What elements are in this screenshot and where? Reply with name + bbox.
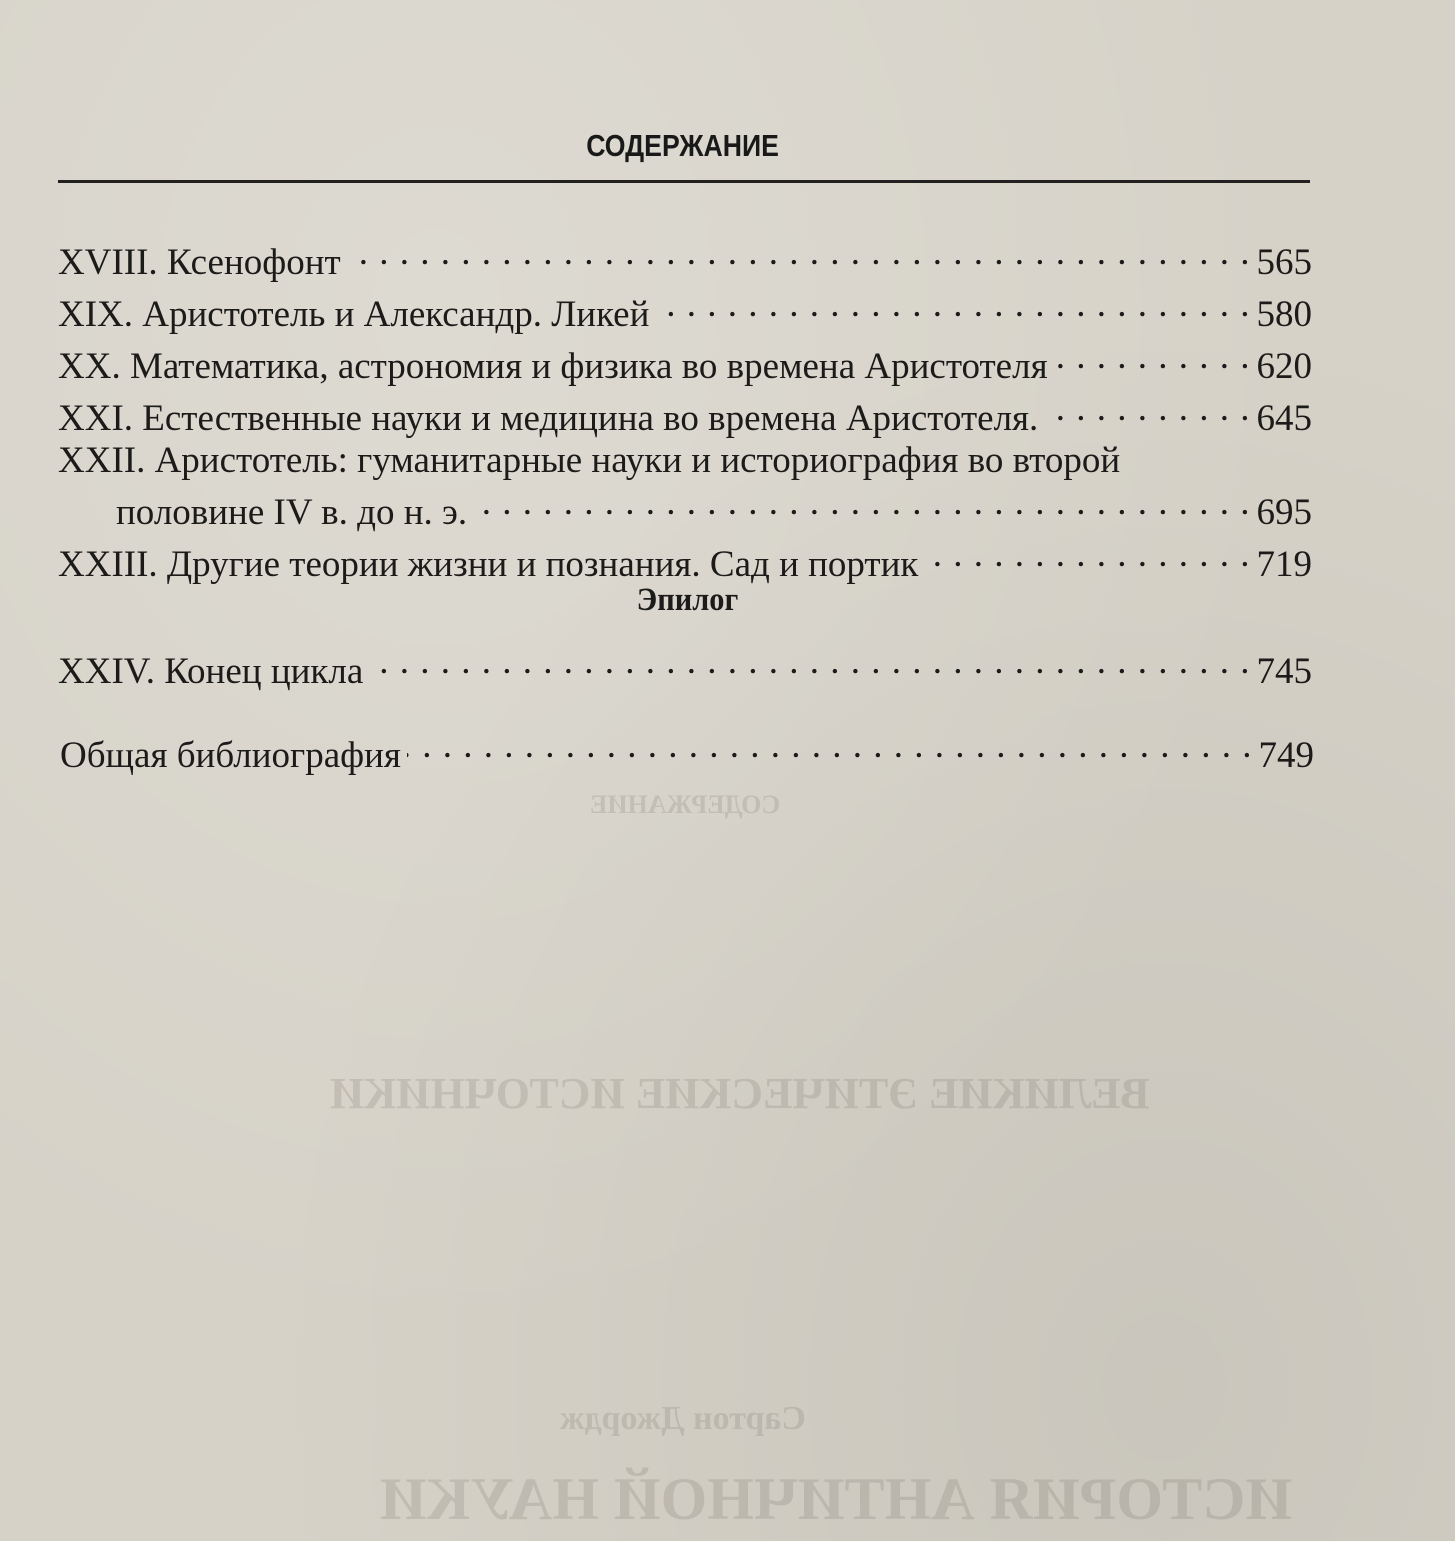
- dot-leader: [473, 482, 1250, 524]
- show-through-text-2: ВЕЛИКИЕ ЭТИЧЕСКИЕ ИСТОЧНИКИ: [330, 1069, 1150, 1118]
- show-through-text-4: ИСТОРИЯ АНТИЧНОЙ НАУКИ: [380, 1466, 1293, 1532]
- toc-entry-page: 745: [1256, 651, 1312, 692]
- toc-entry-title-line2: половине IV в. до н. э.: [116, 492, 468, 533]
- bibliography-list: [60, 725, 1314, 777]
- toc-entry-page: 620: [1256, 346, 1312, 387]
- toc-entry-page: 645: [1256, 398, 1312, 439]
- toc-entry-title: XVIII. Ксенофонт: [58, 242, 341, 283]
- toc-entry-title: Общая библиография: [60, 735, 401, 776]
- toc-entry-title: XXIV. Конец цикла: [58, 651, 364, 692]
- dot-leader: [1054, 336, 1251, 378]
- toc-entry: [58, 284, 1312, 336]
- dot-leader: [655, 284, 1250, 326]
- toc-entry-page: 749: [1258, 735, 1314, 776]
- toc-entry-title: XXI. Естественные науки и медицина во времена Аристотеля.: [58, 398, 1039, 439]
- show-through-text-1: СОДЕРЖАНИЕ: [590, 790, 781, 819]
- toc-entry: [58, 336, 1312, 388]
- dot-leader: [1044, 388, 1250, 430]
- dot-leader: [924, 534, 1250, 576]
- dot-leader: [347, 232, 1251, 274]
- toc-entry: [58, 482, 1312, 534]
- toc-entry: [58, 641, 1312, 693]
- toc-entry-title: XIX. Аристотель и Александр. Ликей: [58, 294, 650, 335]
- toc-entry-title-line1: XXII. Аристотель: гуманитарные науки и историография во второй: [58, 440, 1121, 481]
- header-rule: [58, 180, 1310, 183]
- toc-entry-title: XX. Математика, астрономия и физика во времена Аристотеля: [58, 346, 1048, 387]
- dot-leader: [369, 641, 1250, 683]
- section-title-epilogue: Эпилог: [636, 582, 739, 618]
- toc-entry: [58, 232, 1312, 284]
- toc-entry-page: 580: [1256, 294, 1312, 335]
- show-through-text-3: Сартон Джордж: [560, 1400, 806, 1437]
- dot-leader: [407, 725, 1253, 767]
- toc-list: [58, 232, 1312, 586]
- toc-entry-page: 695: [1256, 492, 1312, 533]
- toc-entry-page: 719: [1256, 544, 1312, 585]
- page-header-title: СОДЕРЖАНИЕ: [586, 128, 779, 163]
- toc-entry-page: 565: [1256, 242, 1312, 283]
- toc-entry-title: XXIII. Другие теории жизни и познания. Сад и портик: [58, 544, 919, 585]
- toc-entry: [58, 534, 1312, 586]
- toc-entry: [60, 725, 1314, 777]
- epilogue-list: [58, 641, 1312, 693]
- toc-entry: [58, 388, 1312, 440]
